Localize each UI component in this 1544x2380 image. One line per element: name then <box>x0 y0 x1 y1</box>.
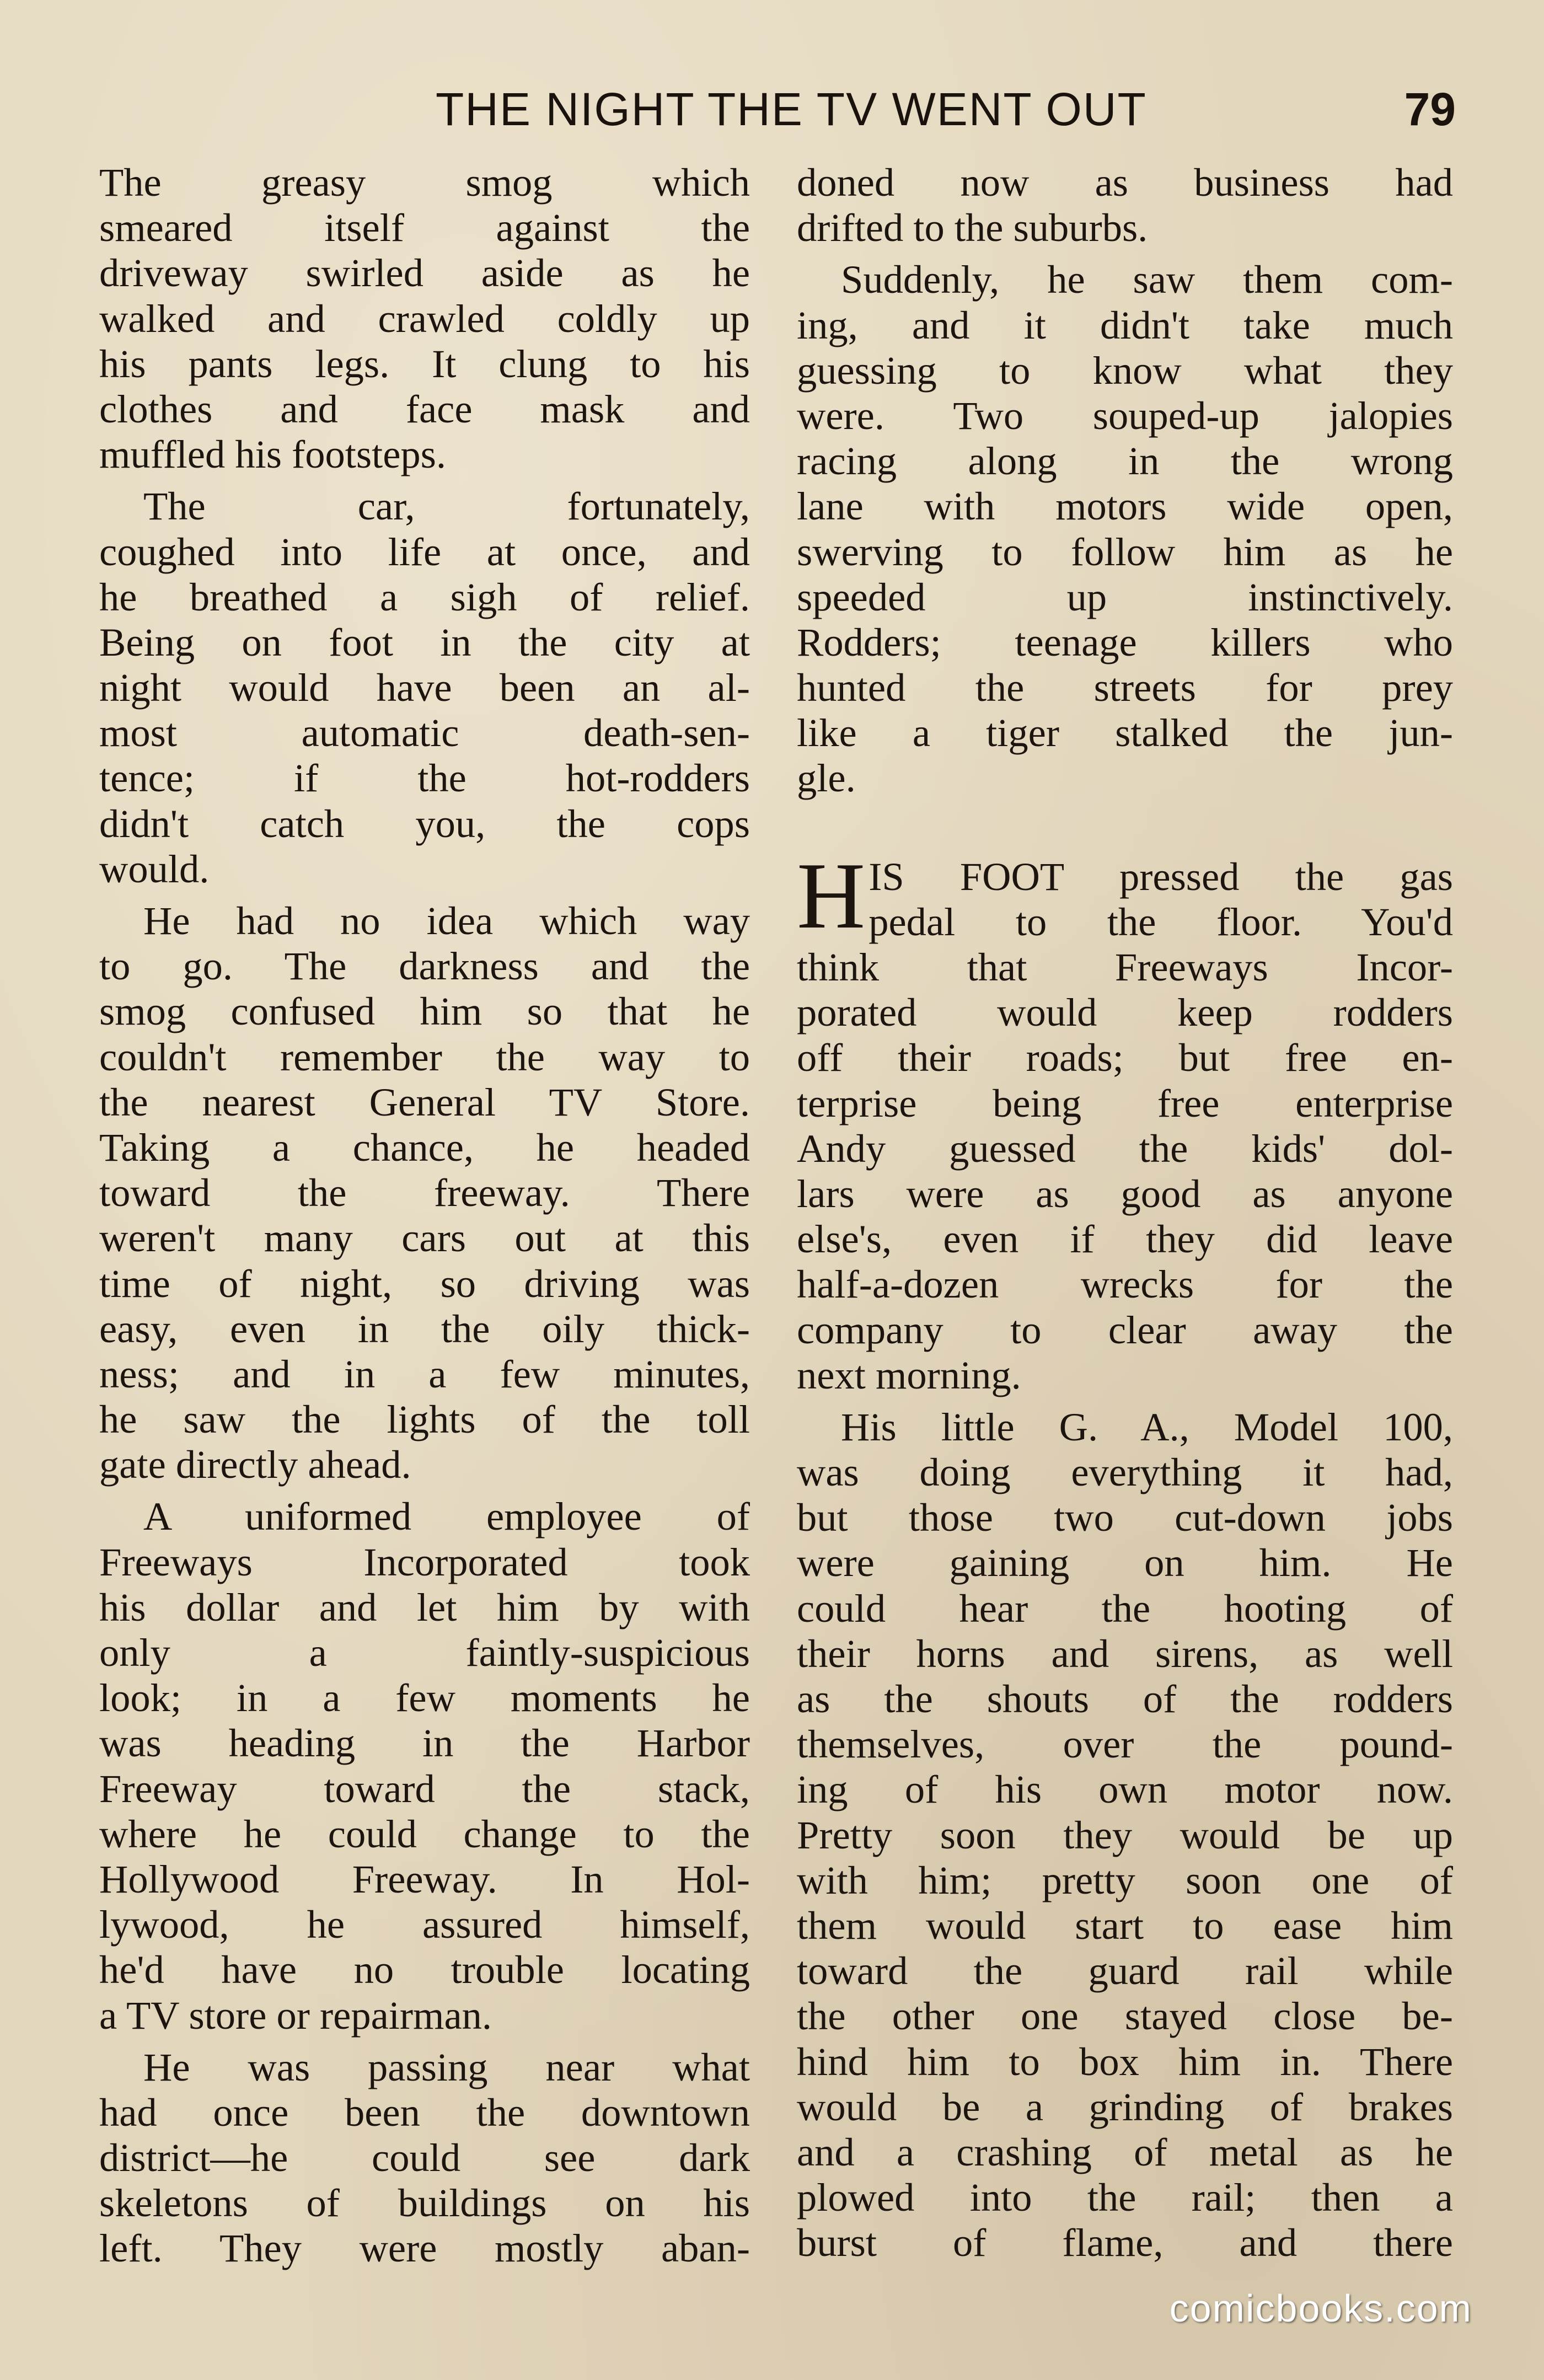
text-line: Being on foot in the city at <box>99 619 750 664</box>
text-line: drifted to the suburbs. <box>797 205 1148 250</box>
paragraph-gap <box>797 1398 1453 1405</box>
section-break <box>797 801 1453 854</box>
text-line: he'd have no trouble locating <box>99 1947 750 1992</box>
text-line: he saw the lights of the toll <box>99 1397 750 1442</box>
text-line: couldn't remember the way to <box>99 1034 750 1079</box>
text-line: were gaining on him. He <box>797 1540 1453 1585</box>
text-line: Freeways Incorporated took <box>99 1539 750 1584</box>
text-line: smeared itself against the <box>99 205 750 250</box>
text-line: district—he could see dark <box>99 2135 750 2180</box>
text-line: half-a-dozen wrecks for the <box>797 1262 1453 1307</box>
text-line: A uniformed employee of <box>143 1494 750 1539</box>
text-line: company to clear away the <box>797 1307 1453 1352</box>
text-line: themselves, over the pound- <box>797 1722 1453 1767</box>
text-line: plowed into the rail; then a <box>797 2175 1453 2220</box>
text-line: where he could change to the <box>99 1811 750 1856</box>
text-line: Suddenly, he saw them com- <box>841 257 1453 302</box>
text-line: night would have been an al- <box>99 665 750 710</box>
text-line: His little G. A., Model 100, <box>841 1404 1453 1449</box>
running-title: THE NIGHT THE TV WENT OUT <box>436 83 1147 135</box>
text-line: Freeway toward the stack, <box>99 1766 750 1811</box>
text-line: lywood, he assured himself, <box>99 1902 750 1947</box>
text-line: time of night, so driving was <box>99 1261 750 1306</box>
text-line: ing, and it didn't take much <box>797 302 1453 347</box>
text-line: he breathed a sigh of relief. <box>99 574 750 619</box>
text-line: was doing everything it had, <box>797 1450 1453 1495</box>
text-line: ness; and in a few minutes, <box>99 1351 750 1396</box>
drop-cap-letter: H <box>797 843 866 948</box>
text-line: weren't many cars out at this <box>99 1215 750 1261</box>
text-line: toward the freeway. There <box>99 1170 750 1215</box>
text-line: look; in a few moments he <box>99 1675 750 1720</box>
text-line: his pants legs. It clung to his <box>99 341 750 386</box>
text-line: left. They were mostly aban- <box>99 2226 750 2271</box>
text-line: the other one stayed close be- <box>797 1993 1453 2039</box>
text-line: would be a grinding of brakes <box>797 2084 1453 2129</box>
page-header <box>0 83 1544 143</box>
text-line: was heading in the Harbor <box>99 1720 750 1766</box>
text-line: were. Two souped-up jalopies <box>797 393 1453 438</box>
text-line: speeded up instinctively. <box>797 574 1453 619</box>
text-line: their horns and sirens, as well <box>797 1631 1453 1676</box>
text-line: Pretty soon they would be up <box>797 1812 1453 1857</box>
paragraph-gap <box>99 892 750 898</box>
text-line: terprise being free enterprise <box>797 1080 1453 1125</box>
text-line: smog confused him so that he <box>99 989 750 1034</box>
text-line: swerving to follow him as he <box>797 529 1453 574</box>
text-line: and a crashing of metal as he <box>797 2129 1453 2174</box>
text-line: easy, even in the oily thick- <box>99 1306 750 1351</box>
text-line: Andy guessed the kids' dol- <box>797 1125 1453 1171</box>
text-line: else's, even if they did leave <box>797 1216 1453 1262</box>
watermark-text: comicbooks.com <box>1169 2287 1472 2330</box>
text-line: like a tiger stalked the jun- <box>797 710 1453 755</box>
text-line: only a faintly-suspicious <box>99 1630 750 1675</box>
text-line: clothes and face mask and <box>99 386 750 431</box>
text-line: burst of flame, and there <box>797 2220 1453 2265</box>
text-line: guessing to know what they <box>797 347 1453 393</box>
text-line: hind him to box him in. There <box>797 2039 1453 2084</box>
text-line: gate directly ahead. <box>99 1442 411 1487</box>
text-line: hunted the streets for prey <box>797 665 1453 710</box>
text-line: next morning. <box>797 1352 1021 1397</box>
text-line: He was passing near what <box>143 2044 750 2089</box>
text-line: IS FOOT pressed the gas <box>868 854 1453 899</box>
text-line: didn't catch you, the cops <box>99 801 750 846</box>
text-line: The car, fortunately, <box>143 484 750 529</box>
text-line: to go. The darkness and the <box>99 944 750 989</box>
text-line: porated would keep rodders <box>797 990 1453 1035</box>
left-text-column <box>99 160 750 2271</box>
text-line: most automatic death-sen- <box>99 710 750 755</box>
text-line: the nearest General TV Store. <box>99 1079 750 1124</box>
text-line: with him; pretty soon one of <box>797 1857 1453 1902</box>
right-column-top-text <box>797 160 1453 801</box>
text-line: but those two cut-down jobs <box>797 1495 1453 1540</box>
paragraph-gap <box>797 250 1453 257</box>
text-line: a TV store or repairman. <box>99 1992 492 2038</box>
text-line: toward the guard rail while <box>797 1948 1453 1993</box>
text-line: The greasy smog which <box>99 160 750 205</box>
text-line: would. <box>99 846 210 891</box>
right-column-bottom-text <box>797 945 1453 2265</box>
text-line: off their roads; but free en- <box>797 1035 1453 1080</box>
text-line: think that Freeways Incor- <box>797 945 1453 989</box>
text-line: Taking a chance, he headed <box>99 1124 750 1170</box>
text-line: Hollywood Freeway. In Hol- <box>99 1856 750 1901</box>
dropcap-paragraph-start <box>797 843 1453 948</box>
text-line: as the shouts of the rodders <box>797 1676 1453 1721</box>
text-line: lane with motors wide open, <box>797 484 1453 529</box>
text-line: ing of his own motor now. <box>797 1767 1453 1812</box>
text-line: Rodders; teenage killers who <box>797 619 1453 664</box>
paragraph-gap <box>99 477 750 484</box>
text-line: doned now as business had <box>797 160 1453 205</box>
text-line: lars were as good as anyone <box>797 1171 1453 1216</box>
text-line: muffled his footsteps. <box>99 432 446 477</box>
text-line: gle. <box>797 755 856 801</box>
paragraph-gap <box>99 1487 750 1494</box>
text-line: walked and crawled coldly up <box>99 296 750 341</box>
text-line: had once been the downtown <box>99 2089 750 2135</box>
text-line: skeletons of buildings on his <box>99 2180 750 2226</box>
text-line: them would start to ease him <box>797 1902 1453 1948</box>
text-line: coughed into life at once, and <box>99 529 750 574</box>
paragraph-gap <box>99 2038 750 2045</box>
text-line: his dollar and let him by with <box>99 1584 750 1629</box>
text-line: tence; if the hot-rodders <box>99 755 750 801</box>
text-line: could hear the hooting of <box>797 1585 1453 1631</box>
right-text-column <box>797 160 1453 2265</box>
text-line: driveway swirled aside as he <box>99 250 750 296</box>
text-line: racing along in the wrong <box>797 438 1453 484</box>
page-number: 79 <box>1404 83 1456 135</box>
text-line: He had no idea which way <box>143 898 750 943</box>
text-line: pedal to the floor. You'd <box>868 899 1453 944</box>
